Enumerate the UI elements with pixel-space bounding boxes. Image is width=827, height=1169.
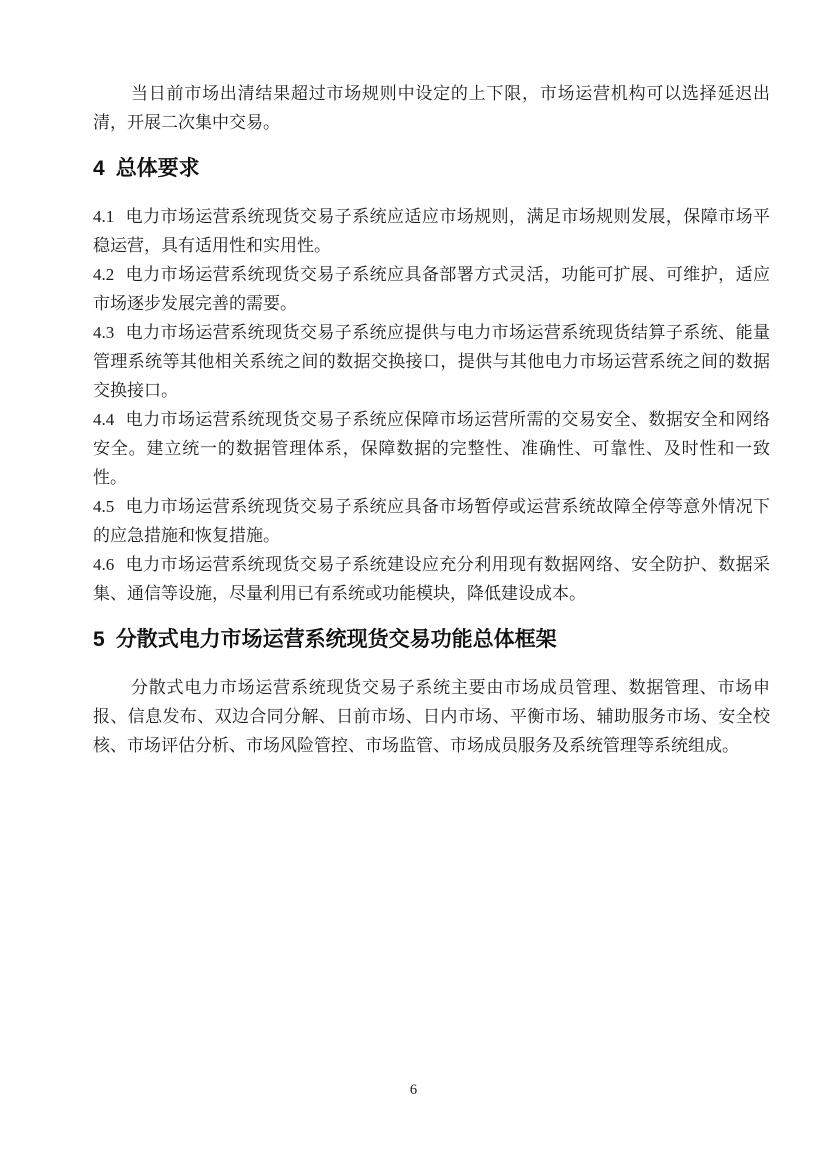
clause-4-3-number: 4.3 (93, 323, 115, 342)
clause-4-4-number: 4.4 (93, 410, 115, 429)
clause-4-2 (93, 260, 770, 318)
page-number: 6 (409, 1082, 418, 1098)
clause-4-3-text: 电力市场运营系统现货交易子系统应提供与电力市场运营系统现货结算子系统、能量管理系统等其他相关系统之间的数据交换接口，提供与其他电力市场运营系统之间的数据交换接口。 (93, 323, 770, 400)
clause-4-4 (93, 405, 770, 492)
clause-4-6-text: 电力市场运营系统现货交易子系统建设应充分利用现有数据网络、安全防护、数据采集、通信等设施，尽量利用已有系统或功能模块，降低建设成本。 (93, 555, 770, 603)
page-footer (0, 1081, 827, 1099)
section-5-heading (93, 626, 770, 653)
section-5-paragraph: 分散式电力市场运营系统现货交易子系统主要由市场成员管理、数据管理、市场申报、信息发布、双边合同分解、日前市场、日内市场、平衡市场、辅助服务市场、安全校核、市场评估分析、市场风险管控、市场监管、市场成员服务及系统管理等系统组成。 (93, 678, 770, 755)
clause-4-2-number: 4.2 (93, 265, 115, 284)
clause-4-1 (93, 202, 770, 260)
intro-paragraph: 当日前市场出清结果超过市场规则中设定的上下限，市场运营机构可以选择延迟出清，开展二次集中交易。 (93, 84, 770, 132)
clause-4-4-text: 电力市场运营系统现货交易子系统应保障市场运营所需的交易安全、数据安全和网络安全。建立统一的数据管理体系，保障数据的完整性、准确性、可靠性、及时性和一致性。 (93, 410, 770, 487)
clause-4-1-text: 电力市场运营系统现货交易子系统应适应市场规则，满足市场规则发展，保障市场平稳运营，具有适用性和实用性。 (93, 207, 770, 255)
clause-4-5 (93, 492, 770, 550)
clause-4-3 (93, 318, 770, 405)
section-4-heading (93, 155, 770, 182)
section-5-number: 5 (93, 628, 105, 651)
clause-4-5-text: 电力市场运营系统现货交易子系统应具备市场暂停或运营系统故障全停等意外情况下的应急措施和恢复措施。 (93, 497, 770, 545)
clause-4-2-text: 电力市场运营系统现货交易子系统应具备部署方式灵活，功能可扩展、可维护，适应市场逐步发展完善的需要。 (93, 265, 770, 313)
section-4-title: 总体要求 (115, 157, 200, 180)
clause-4-1-number: 4.1 (93, 207, 115, 226)
clause-4-6-number: 4.6 (93, 555, 115, 574)
section-4-number: 4 (93, 157, 105, 180)
clause-4-6 (93, 550, 770, 608)
clause-4-5-number: 4.5 (93, 497, 115, 516)
section-5-title: 分散式电力市场运营系统现货交易功能总体框架 (115, 628, 557, 651)
page-content (93, 79, 770, 760)
